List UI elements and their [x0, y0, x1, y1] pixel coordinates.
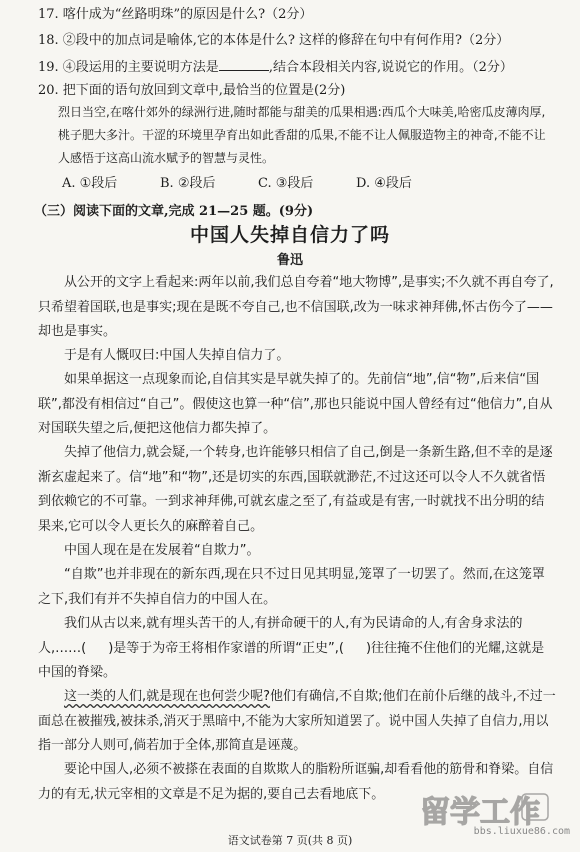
page-footer: 语文试卷第 7 页(共 8 页): [227, 834, 353, 847]
option-a[interactable]: A. ①段后: [62, 176, 118, 191]
option-c[interactable]: C. ③段后: [258, 176, 314, 191]
paragraph-2: 于是有人慨叹曰:中国人失掉自信力了。: [64, 348, 290, 363]
paragraph-1: 从公开的文字上看起来:两年以前,我们总自夸着“地大物博”,是事实;不久就不再自夸了,只希望着国联,也是事实;现在是既不夸自己,也不信国联,改为一味求神拜佛,怀古伤今了——却也是事实。: [38, 275, 554, 339]
answer-blank-19[interactable]: [219, 58, 269, 71]
article-author: 鲁迅: [276, 253, 303, 268]
option-b[interactable]: B. ②段后: [160, 176, 216, 191]
paragraph-7: 我们从古以来,就有埋头苦干的人,有拼命硬干的人,有为民请命的人,有舍身求法的人,……( )是等于为帝王将相作家谱的所谓“正史”,( )往往掩不住他们的光耀,这就是中国的脊梁。: [38, 616, 545, 680]
question-17: 17. 喀什成为“丝路明珠”的原因是什么?（2分）: [38, 7, 313, 22]
question-20-options: [62, 172, 454, 191]
watermark-logo-icon: [412, 780, 572, 850]
question-19: 19. ④段运用的主要说明方法是 ,结合本段相关内容,说说它的作用。（2分）: [38, 60, 513, 75]
paragraph-4: 失掉了他信力,就会疑,一个转身,也许能够只相信了自己,倒是一条新生路,但不幸的是逐渐玄虚起来了。信“地”和“物”,还是切实的东西,国联就渺茫,不过这还可以令人不久就省悟到依赖它的不可靠。一到求神拜佛,可就玄虚之至了,有益或是有害,一时就找不出分明的结果来,它可以令人更长久的麻醉着自己。: [38, 445, 553, 534]
underlined-sentence: 这一类的人们,就是现在也何尝少呢?: [64, 689, 271, 704]
section-heading: （三）阅读下面的文章,完成 21—25 题。(9分): [34, 204, 314, 219]
paragraph-9: 要论中国人,必须不被搽在表面的自欺欺人的脂粉所诓骗,却看看他的筋骨和脊梁。自信力的有无,状元宰相的文章是不足为据的,要自己去看地底下。: [38, 762, 554, 802]
watermark-url: bbs.liuxue86.com: [473, 826, 570, 837]
paragraph-8: 这一类的人们,就是现在也何尝少呢?他们有确信,不自欺;他们在前仆后继的战斗,不过一面总在被摧残,被抹杀,消灭于黑暗中,不能为大家所知道罢了。说中国人失掉了自信力,用以指一部分人则可,倘若加于全体,那简直是诬蔑。: [38, 689, 556, 753]
paragraph-3: 如果单据这一点现象而论,自信其实是早就失掉了的。先前信“地”,信“物”,后来信“国联”,都没有相信过“自己”。假使这也算一种“信”,那也只能说中国人曾经有过“他信力”,自从对国联失望之后,便把这他信力都失掉了。: [38, 372, 553, 436]
article-title: 中国人失掉自信力了吗: [189, 224, 390, 246]
paragraph-5: 中国人现在是在发展着“自欺力”。: [64, 543, 260, 558]
watermark-logo-text: 留学工作: [420, 795, 540, 830]
question-20-passage: 烈日当空,在喀什郊外的绿洲行进,随时都能与甜美的瓜果相遇:西瓜个大味美,哈密瓜皮薄肉厚,桃子肥大多汁。干涩的环境里孕育出如此香甜的瓜果,不能不让人佩服造物主的神奇,不能不让人感悟于这高山流水赋予的智慧与灵性。: [58, 105, 546, 165]
question-18: 18. ②段中的加点词是喻体,它的本体是什么? 这样的修辞在句中有何作用?（2分）: [38, 33, 510, 48]
paragraph-6: “自欺”也并非现在的新东西,现在只不过日见其明显,笼罩了一切罢了。然而,在这笼罩之下,我们有并不失掉自信力的中国人在。: [38, 567, 545, 607]
option-d[interactable]: D. ④段后: [356, 176, 412, 191]
question-20: 20. 把下面的语句放回到文章中,最恰当的位置是(2分): [38, 83, 346, 98]
